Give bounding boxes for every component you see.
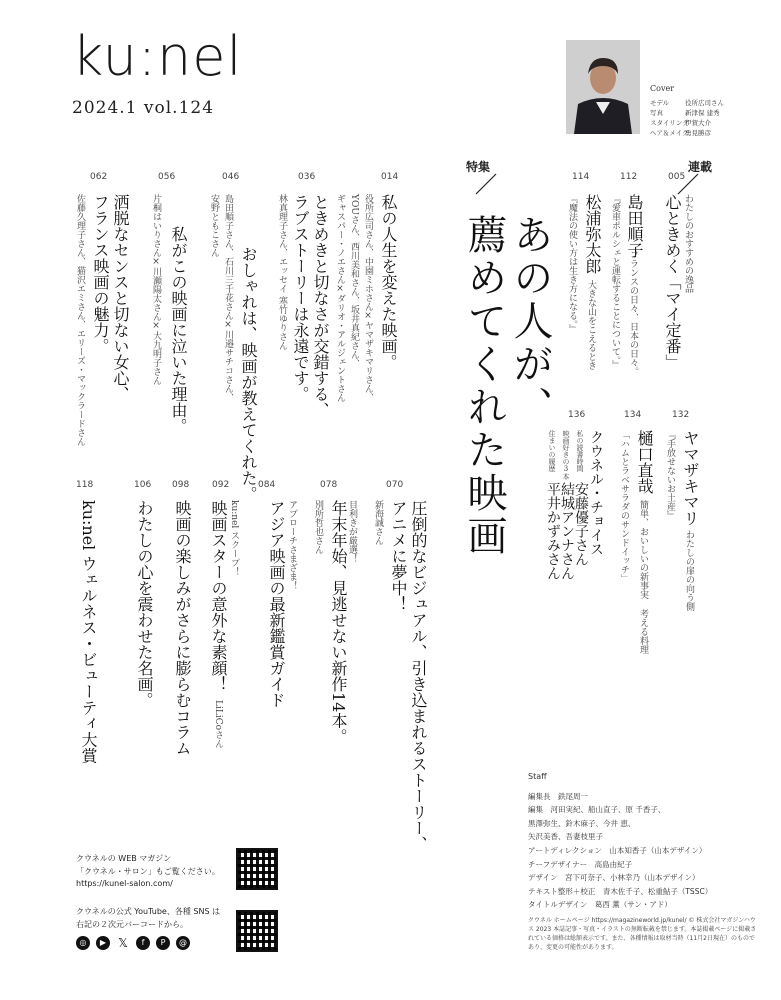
feature-sub: 島田順子さん、石川三千花さん×川邉サチコさん、 bbox=[223, 194, 233, 402]
serial-sub2: 『愛車ポルシェと運転することについて。』 bbox=[610, 194, 620, 370]
serial-sub: 私の読書時間 bbox=[576, 430, 584, 472]
cover-credits bbox=[650, 98, 724, 138]
page-number: 070 bbox=[386, 480, 404, 490]
serial-sub: 住まいの履歴 bbox=[548, 430, 556, 472]
page-number: 112 bbox=[620, 172, 638, 182]
serial-title: 樋口直哉 bbox=[635, 430, 654, 494]
serial-title: 心ときめく「マイ定番」 bbox=[663, 194, 682, 370]
serial-sub: 大きな山をこえるとき bbox=[586, 280, 596, 370]
staff-heading: Staff bbox=[528, 772, 547, 781]
feature-sub: YOUさん、西川美和さん、坂井真紀さん、 bbox=[349, 194, 359, 368]
cover-label: Cover bbox=[650, 84, 675, 93]
feature-title: ラブストーリーは永遠です。 bbox=[291, 194, 310, 402]
feature-headline-line2: 薦めてくれた映画 bbox=[461, 214, 507, 558]
page-number: 132 bbox=[672, 410, 690, 420]
web-magazine-info bbox=[76, 853, 220, 891]
feature-sub: 林真理子さん、エッセイ 寒竹ゆりさん bbox=[277, 194, 287, 350]
feature-title: わたしの心を震わせた名画。 bbox=[135, 500, 154, 708]
staff-line: チーフデザイナー 高島由紀子 bbox=[528, 859, 633, 869]
staff-line: デザイン 宮下可奈子、小林幸乃（山本デザイン） bbox=[528, 873, 700, 883]
feature-title: アニメに夢中！ bbox=[389, 500, 408, 612]
serial-sub: わたしのおすすめの逸品 bbox=[683, 194, 693, 293]
staff-line: タイトルデザイン 葛西 薫（サン・アド） bbox=[528, 900, 672, 910]
serial-sub2: 『手放せないお土産』 bbox=[665, 430, 675, 520]
feature-sub: 別所哲也さん bbox=[313, 500, 323, 554]
cover-photo bbox=[566, 40, 640, 134]
feature-sub: 役所広司さん、中園ミホさん×ヤマザキマリさん、 bbox=[363, 194, 373, 402]
serial-title: ヤマザキマリ bbox=[681, 430, 700, 526]
feature-title: 圧倒的なビジュアル、引き込まれるストーリー、 bbox=[409, 500, 428, 852]
page-number: 098 bbox=[172, 480, 190, 490]
serial-name: 安藤優子さん bbox=[573, 482, 589, 566]
feature-sub: 新海誠さん bbox=[373, 500, 383, 545]
section-header-tokushu: 特集 bbox=[466, 160, 491, 174]
feature-title: おしゃれは、映画が教えてくれた。 bbox=[239, 246, 258, 502]
staff-credits bbox=[528, 770, 712, 912]
credit-line: スタイリング伊賀大介 bbox=[650, 119, 711, 127]
feature-title: 洒脱なセンスと切ない女心、 bbox=[111, 194, 130, 402]
serial-sub: フランスの日々、日本の日々。 bbox=[628, 250, 638, 376]
serial-sub: わたしの扉の向う側 bbox=[684, 530, 694, 611]
page-number: 078 bbox=[320, 480, 338, 490]
staff-line: テキスト整形＋校正 青木佐千子、松重鮎子（TSSC） bbox=[528, 886, 713, 896]
serial-sub: 簡単、おいしいの新事実 考える料理 bbox=[638, 500, 648, 654]
serial-name: 結城アンナさん bbox=[559, 482, 575, 580]
feature-sub: 片桐はいりさん×川瀬陽太さん×大九明子さん bbox=[151, 194, 161, 385]
web-url[interactable]: https://kunel-salon.com/ bbox=[76, 879, 173, 888]
web-line: 「クウネル・サロン」もご覧ください。 bbox=[76, 866, 220, 876]
issue-number: 2024.1 vol.124 bbox=[72, 98, 215, 118]
sns-icons bbox=[76, 936, 190, 950]
page-number: 005 bbox=[668, 172, 686, 182]
feature-title: 映画スターの意外な素顔！ bbox=[209, 500, 228, 692]
page-number: 118 bbox=[76, 480, 94, 490]
section-header-rensai: 連載 bbox=[688, 160, 713, 174]
credit-line: 写真 新津保 建秀 bbox=[650, 109, 720, 117]
serial-sub2: 「ハムとラベサラダのサンドイッチ」 bbox=[619, 430, 629, 583]
youtube-info bbox=[76, 906, 220, 931]
web-qr-code[interactable] bbox=[236, 848, 278, 890]
tokushu-slash bbox=[474, 172, 498, 196]
feature-title: ときめきと切なさが交錯する、 bbox=[311, 194, 330, 418]
page-number: 046 bbox=[222, 172, 240, 182]
page-number: 114 bbox=[572, 172, 590, 182]
youtube-icon[interactable]: ▶ bbox=[96, 936, 110, 950]
feature-sub: 安野ともこさん bbox=[209, 194, 219, 257]
serial-title: クウネル・チョイス bbox=[588, 430, 604, 556]
magazine-logo: ku:nel bbox=[72, 25, 243, 88]
staff-line: 黒澤弥生、鈴木麻子、今井 恵、 bbox=[528, 818, 636, 828]
page-number: 092 bbox=[212, 480, 230, 490]
footer-notice: クウネル ホームページ https://magazineworld.jp/kunel/ © 株式会社マガジンハウス 2023 本誌記事・写真・イラストの無断転載を禁じます。本誌掲載ページに掲載されている価格は総額表示です。また、各種情報は取材当時（11月2日現在）のものであり、変更の可能性があります。 bbox=[528, 917, 757, 951]
credit-line: ヘア＆メイク勇見勝彦 bbox=[650, 129, 711, 137]
feature-title: 私の人生を変えた映画。 bbox=[379, 194, 398, 370]
feature-title: 私がこの映画に泣いた理由。 bbox=[169, 226, 188, 434]
yt-line: 右記の２次元バーコードから。 bbox=[76, 919, 188, 929]
staff-line: アートディレクション 山本知香子（山本デザイン） bbox=[528, 845, 707, 855]
feature-sub: LiLiCoさん bbox=[213, 700, 223, 749]
threads-icon[interactable]: @ bbox=[176, 936, 190, 950]
feature-title: フランス映画の魅力。 bbox=[91, 194, 110, 354]
web-line: クウネルの WEB マガジン bbox=[76, 854, 172, 863]
serial-sub2: 『魔法の使い方は生き方になる。』 bbox=[567, 194, 577, 334]
feature-headline-line1: あの人が、 bbox=[507, 214, 553, 429]
serial-title: 島田順子 bbox=[625, 194, 644, 258]
page-number: 136 bbox=[568, 410, 586, 420]
feature-title: 映画の楽しみがさらに膨らむコラム bbox=[173, 500, 192, 756]
feature-sub: 佐藤久理子さん、猫沢エミさん、エリーズ・マックラードさん bbox=[75, 194, 85, 446]
credit-line: モデル 役所広司さん bbox=[650, 99, 724, 107]
feature-sub: ギャスパー・ノエさん×ダリオ・アルジェントさん bbox=[335, 194, 345, 402]
page-number: 014 bbox=[381, 172, 399, 182]
page-number: 106 bbox=[134, 480, 152, 490]
page-number: 036 bbox=[298, 172, 316, 182]
instagram-icon[interactable]: ◎ bbox=[76, 936, 90, 950]
x-icon[interactable]: 𝕏 bbox=[116, 936, 130, 950]
feature-sub: アプローチさまざま！ bbox=[287, 500, 297, 590]
feature-title: アジア映画の最新鑑賞ガイド bbox=[267, 500, 286, 708]
page-number: 084 bbox=[258, 480, 276, 490]
serial-title: 松浦弥太郎 bbox=[583, 194, 602, 274]
page-number: 134 bbox=[624, 410, 642, 420]
facebook-icon[interactable]: f bbox=[136, 936, 150, 950]
staff-line: 編集長 鉄尾周一 bbox=[528, 791, 588, 801]
feature-title: 年末年始、見逃せない新作14本。 bbox=[329, 500, 348, 745]
yt-line: クウネルの公式 YouTube、各種 SNS は bbox=[76, 907, 221, 916]
page-number: 062 bbox=[90, 172, 108, 182]
feature-title: ku:nel ウェルネス・ビューティ大賞 bbox=[79, 500, 98, 764]
serial-sub: 映画好きの3本 bbox=[562, 430, 570, 480]
sns-qr-code[interactable] bbox=[236, 910, 278, 952]
page-number: 056 bbox=[158, 172, 176, 182]
staff-line: 編集 河田実紀、船山直子、原 千香子、 bbox=[528, 805, 666, 815]
serial-name: 平井かずみさん bbox=[545, 482, 561, 580]
pinterest-icon[interactable]: P bbox=[156, 936, 170, 950]
feature-sub: 目利きが厳選！ bbox=[347, 500, 357, 563]
feature-sub: ku:nel スクープ！ bbox=[229, 500, 239, 577]
staff-line: 矢沢美香、吾妻枝里子 bbox=[528, 832, 603, 842]
